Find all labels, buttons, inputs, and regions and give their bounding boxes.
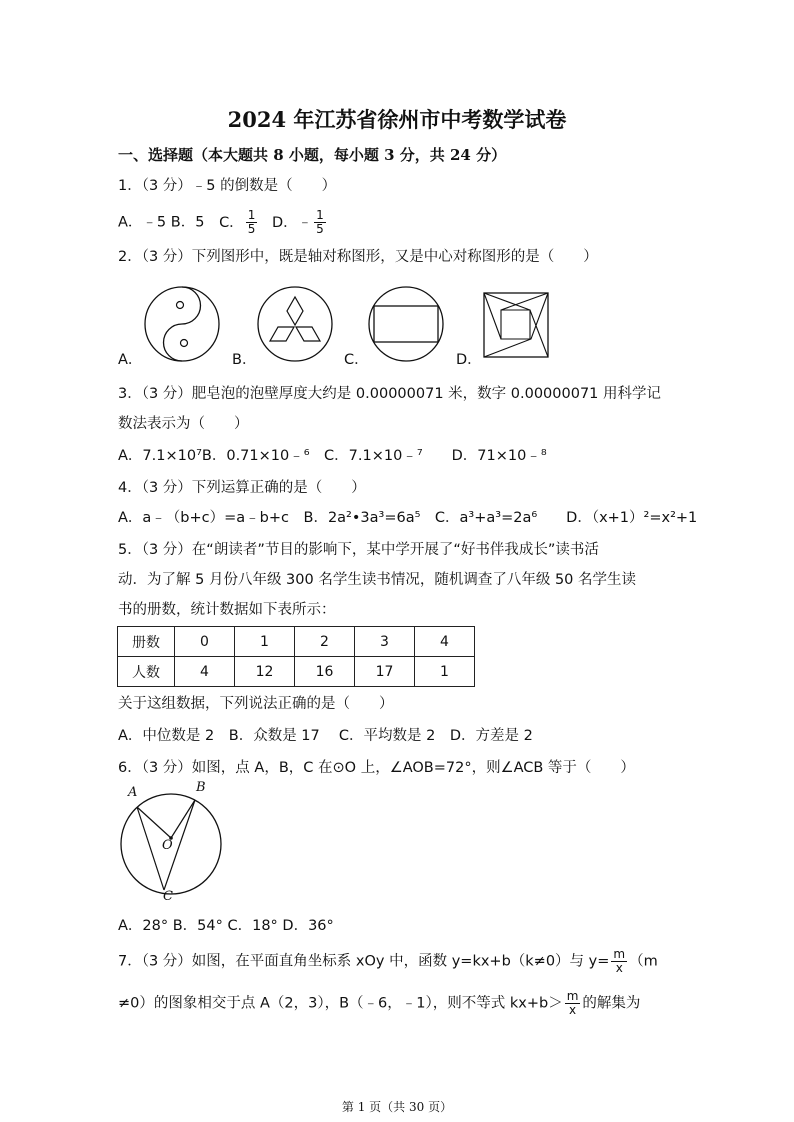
table-cell: 17 xyxy=(355,657,415,687)
q7-fraction-2 xyxy=(565,990,581,1017)
q1-option-d-sign: ﹣ xyxy=(297,214,313,231)
point-a-label: A xyxy=(128,785,138,800)
question-4-options: A．a﹣（b+c）=a﹣b+c B．2a²•3a³=6a⁵ C．a³+a³=2a⁶ D．（x+1）²=x²+1 xyxy=(118,510,698,526)
nested-squares-icon xyxy=(483,292,549,358)
table-row xyxy=(118,627,475,657)
q1-option-a: A．﹣5 xyxy=(118,214,167,231)
fraction-numerator: m xyxy=(613,947,626,961)
page-footer: 第 1 页（共 30 页） xyxy=(341,1100,453,1114)
question-3-stem-line2: 数法表示为（ ） xyxy=(118,416,249,432)
point-o-label: O xyxy=(162,838,173,853)
q5-data-table xyxy=(117,626,475,687)
point-c-label: C xyxy=(163,889,173,904)
q2-label-d: D． xyxy=(456,352,482,368)
three-rhombus-circle-icon xyxy=(257,286,333,362)
question-5-prompt: 关于这组数据，下列说法正确的是（ ） xyxy=(118,696,394,712)
q1-option-d-label: D． xyxy=(271,214,298,231)
table-cell: 0 xyxy=(175,627,235,657)
q7-text-1a: 7．（3 分）如图，在平面直角坐标系 xOy 中，函数 y=kx+b（k≠0）与 y= xyxy=(118,953,610,970)
question-3-options: A．7.1×10⁷B．0.71×10﹣⁶ C．7.1×10﹣⁷ D．71×10﹣⁸ xyxy=(118,448,547,464)
table-cell: 12 xyxy=(235,657,295,687)
q1-option-c-label: C． xyxy=(219,214,244,231)
question-4-stem: 4．（3 分）下列运算正确的是（ ） xyxy=(118,480,366,496)
q7-text-2a: ≠0）的图象相交于点 A（2，3），B（﹣6，﹣1），则不等式 kx+b＞ xyxy=(118,995,563,1012)
q7-text-1b: （m xyxy=(629,953,658,970)
fraction-numerator: m xyxy=(566,989,579,1003)
point-b-label: B xyxy=(196,780,206,795)
q2-label-b: B． xyxy=(232,352,257,368)
question-3-stem-line1: 3．（3 分）肥皂泡的泡壁厚度大约是 0.00000071 米，数字 0.00000071 用科学记 xyxy=(118,386,662,402)
fraction-denominator: x xyxy=(569,1003,577,1017)
table-cell: 1 xyxy=(415,657,475,687)
question-5-stem-line3: 书的册数，统计数据如下表所示： xyxy=(118,602,336,618)
question-5-options: A．中位数是 2 B．众数是 17 C．平均数是 2 D．方差是 2 xyxy=(118,728,533,744)
question-7-stem-line1 xyxy=(118,948,658,975)
q7-fraction-1 xyxy=(611,948,627,975)
fraction-numerator: 1 xyxy=(316,208,324,222)
q1-option-b: B．5 xyxy=(170,214,205,231)
table-cell: 1 xyxy=(235,627,295,657)
question-5-stem-line2: 动．为了解 5 月份八年级 300 名学生读书情况，随机调查了八年级 50 名学生读 xyxy=(118,572,637,588)
q1-option-c-fraction xyxy=(246,209,258,236)
table-cell: 4 xyxy=(415,627,475,657)
q7-text-2b: 的解集为 xyxy=(582,995,641,1012)
question-1-options xyxy=(118,209,328,236)
fraction-denominator: 5 xyxy=(316,222,324,236)
question-2-stem: 2．（3 分）下列图形中，既是轴对称图形，又是中心对称图形的是（ ） xyxy=(118,249,598,265)
table-cell: 人数 xyxy=(118,657,175,687)
table-cell: 册数 xyxy=(118,627,175,657)
question-7-stem-line2 xyxy=(118,990,640,1017)
rectangle-in-circle-icon xyxy=(368,286,444,362)
page-title: 2024 年江苏省徐州市中考数学试卷 xyxy=(227,107,567,132)
section-heading: 一、选择题（本大题共 8 小题，每小题 3 分，共 24 分） xyxy=(118,146,507,164)
yin-yang-icon xyxy=(144,286,220,362)
q2-label-a: A． xyxy=(118,352,143,368)
fraction-denominator: x xyxy=(615,961,623,975)
q1-option-d-fraction xyxy=(314,209,326,236)
table-row xyxy=(118,657,475,687)
table-cell: 16 xyxy=(295,657,355,687)
question-1-stem: 1．（3 分）﹣5 的倒数是（ ） xyxy=(118,178,337,194)
table-cell: 4 xyxy=(175,657,235,687)
question-6-stem: 6．（3 分）如图，点 A，B，C 在⊙O 上，∠AOB=72°，则∠ACB 等于（ ） xyxy=(118,760,635,776)
fraction-denominator: 5 xyxy=(247,222,256,236)
question-6-options: A．28° B．54° C．18° D．36° xyxy=(118,918,334,934)
fraction-numerator: 1 xyxy=(247,208,256,222)
table-cell: 3 xyxy=(355,627,415,657)
table-cell: 2 xyxy=(295,627,355,657)
question-5-stem-line1: 5．（3 分）在“朗读者”节目的影响下，某中学开展了“好书伴我成长”读书活 xyxy=(118,542,599,558)
q2-label-c: C． xyxy=(344,352,369,368)
